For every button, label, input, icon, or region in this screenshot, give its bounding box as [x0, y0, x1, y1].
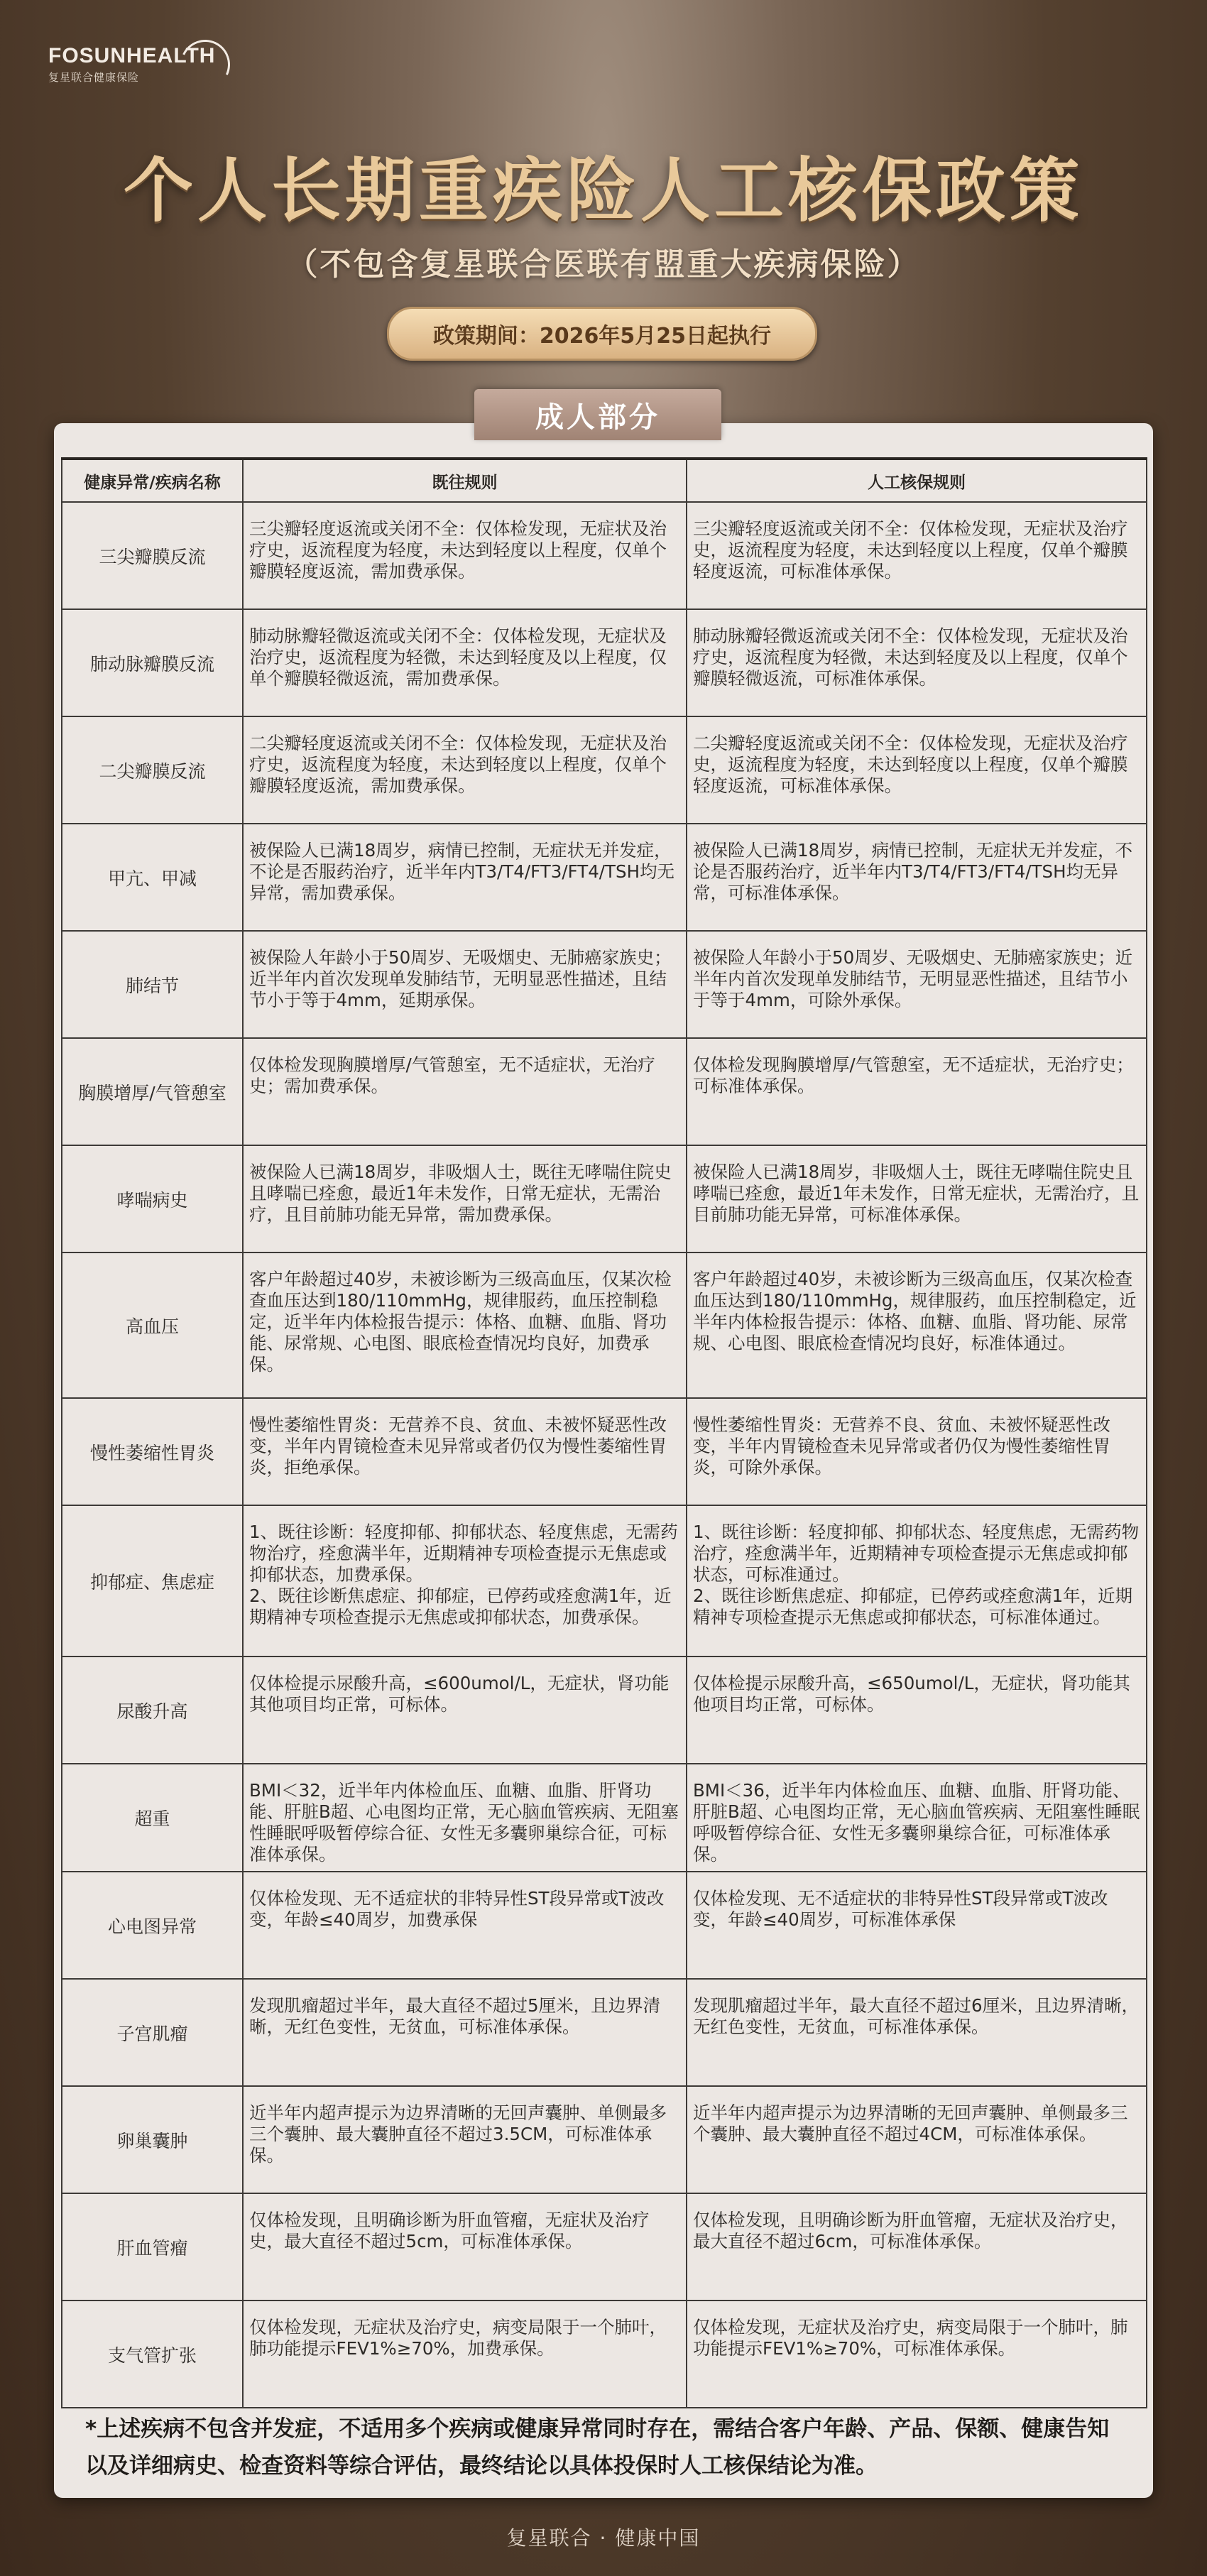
disease-name-cell: 卵巢囊肿 [62, 2086, 243, 2193]
old-rule-cell: 三尖瓣轻度返流或关闭不全：仅体检发现，无症状及治疗史，返流程度为轻度，未达到轻度以上程度，仅单个瓣膜轻度返流，需加费承保。 [243, 502, 687, 609]
new-rule-cell: 1、既往诊断：轻度抑郁、抑郁状态、轻度焦虑，无需药物治疗，痊愈满半年，近期精神专项检查提示无焦虑或抑郁状态，可标准通过。 2、既往诊断焦虑症、抑郁症，已停药或痊愈满1年，近期精神专项检查提示无焦虑或抑郁状态，可标准体通过。 [687, 1505, 1147, 1657]
table-row [62, 2086, 1147, 2193]
disease-name-cell: 二尖瓣膜反流 [62, 716, 243, 824]
old-rule-cell: 仅体检发现，无症状及治疗史，病变局限于一个肺叶，肺功能提示FEV1%≥70%，加费承保。 [243, 2301, 687, 2408]
disease-name-cell: 高血压 [62, 1252, 243, 1398]
new-rule-cell: 被保险人已满18周岁，病情已控制，无症状无并发症，不论是否服药治疗，近半年内T3/T4/FT3/FT4/TSH均无异常，可标准体承保。 [687, 824, 1147, 931]
new-rule-cell: 三尖瓣轻度返流或关闭不全：仅体检发现，无症状及治疗史，返流程度为轻度，未达到轻度以上程度，仅单个瓣膜轻度返流，可标准体承保。 [687, 502, 1147, 609]
section-tab-label: 成人部分 [535, 400, 660, 434]
old-rule-cell: 被保险人已满18周岁，非吸烟人士，既往无哮喘住院史且哮喘已痊愈，最近1年未发作，日常无症状，无需治疗，且目前肺功能无异常，需加费承保。 [243, 1145, 687, 1252]
brand-subname: 复星联合健康保险 [48, 71, 140, 84]
new-rule-cell: 二尖瓣轻度返流或关闭不全：仅体检发现，无症状及治疗史，返流程度为轻度，未达到轻度以上程度，仅单个瓣膜轻度返流，可标准体承保。 [687, 716, 1147, 824]
table-row [62, 1038, 1147, 1145]
old-rule-cell: 慢性萎缩性胃炎：无营养不良、贫血、未被怀疑恶性改变，半年内胃镜检查未见异常或者仍仅为慢性萎缩性胃炎，拒绝承保。 [243, 1398, 687, 1505]
new-rule-cell: BMI＜36，近半年内体检血压、血糖、血脂、肝肾功能、肝脏B超、心电图均正常，无心脑血管疾病、无阻塞性睡眠呼吸暂停综合征、女性无多囊卵巢综合征，可标准体承保。 [687, 1764, 1147, 1872]
table-row [62, 2301, 1147, 2408]
disease-name-cell: 慢性萎缩性胃炎 [62, 1398, 243, 1505]
disease-name-cell: 尿酸升高 [62, 1657, 243, 1764]
header-disease: 健康异常/疾病名称 [62, 459, 243, 502]
table-row [62, 931, 1147, 1038]
new-rule-cell: 慢性萎缩性胃炎：无营养不良、贫血、未被怀疑恶性改变，半年内胃镜检查未见异常或者仍仅为慢性萎缩性胃炎，可除外承保。 [687, 1398, 1147, 1505]
brand-name: FOSUNHEALTH [48, 44, 216, 67]
disease-name-cell: 肝血管瘤 [62, 2193, 243, 2301]
old-rule-cell: 二尖瓣轻度返流或关闭不全：仅体检发现，无症状及治疗史，返流程度为轻度，未达到轻度以上程度，仅单个瓣膜轻度返流，需加费承保。 [243, 716, 687, 824]
disease-name-cell: 三尖瓣膜反流 [62, 502, 243, 609]
disease-name-cell: 抑郁症、焦虑症 [62, 1505, 243, 1657]
policy-table [61, 457, 1147, 2408]
table-row [62, 609, 1147, 716]
new-rule-cell: 仅体检发现，且明确诊断为肝血管瘤，无症状及治疗史，最大直径不超过6cm，可标准体承保。 [687, 2193, 1147, 2301]
disease-name-cell: 子宫肌瘤 [62, 1979, 243, 2086]
new-rule-cell: 近半年内超声提示为边界清晰的无回声囊肿、单侧最多三个囊肿、最大囊肿直径不超过4CM，可标准体承保。 [687, 2086, 1147, 2193]
disease-name-cell: 哮喘病史 [62, 1145, 243, 1252]
footer-slogan: 复星联合 · 健康中国 [506, 2526, 701, 2550]
disclaimer-note: *上述疾病不包含并发症，不适用多个疾病或健康异常同时存在，需结合客户年龄、产品、保额、健康告知以及详细病史、检查资料等综合评估，最终结论以具体投保时人工核保结论为准。 [85, 2416, 1110, 2479]
header-new-rule: 人工核保规则 [687, 459, 1147, 502]
disease-name-cell: 支气管扩张 [62, 2301, 243, 2408]
disease-name-cell: 超重 [62, 1764, 243, 1872]
disease-name-cell: 肺结节 [62, 931, 243, 1038]
table-row [62, 1979, 1147, 2086]
table-row [62, 1252, 1147, 1398]
old-rule-cell: 发现肌瘤超过半年，最大直径不超过5厘米，且边界清晰，无红色变性，无贫血，可标准体承保。 [243, 1979, 687, 2086]
page-title: 个人长期重疾险人工核保政策 [123, 151, 1083, 231]
table-row [62, 1505, 1147, 1657]
table-row [62, 1657, 1147, 1764]
policy-period-text: 政策期间：2026年5月25日起执行 [432, 324, 772, 349]
table-row [62, 1764, 1147, 1872]
new-rule-cell: 仅体检提示尿酸升高，≤650umol/L，无症状，肾功能其他项目均正常，可标体。 [687, 1657, 1147, 1764]
table-row [62, 502, 1147, 609]
table-row [62, 1398, 1147, 1505]
table-row [62, 824, 1147, 931]
old-rule-cell: 仅体检发现，且明确诊断为肝血管瘤，无症状及治疗史，最大直径不超过5cm，可标准体承保。 [243, 2193, 687, 2301]
disease-name-cell: 心电图异常 [62, 1872, 243, 1979]
old-rule-cell: 客户年龄超过40岁，未被诊断为三级高血压，仅某次检查血压达到180/110mmHg，规律服药，血压控制稳定，近半年内体检报告提示：体格、血糖、血脂、肾功能、尿常规、心电图、眼底检查情况均良好，加费承保。 [243, 1252, 687, 1398]
old-rule-cell: 近半年内超声提示为边界清晰的无回声囊肿、单侧最多三个囊肿、最大囊肿直径不超过3.5CM，可标准体承保。 [243, 2086, 687, 2193]
table-row [62, 716, 1147, 824]
new-rule-cell: 发现肌瘤超过半年，最大直径不超过6厘米，且边界清晰，无红色变性，无贫血，可标准体承保。 [687, 1979, 1147, 2086]
new-rule-cell: 仅体检发现胸膜增厚/气管憩室，无不适症状，无治疗史；可标准体承保。 [687, 1038, 1147, 1145]
old-rule-cell: 被保险人已满18周岁，病情已控制，无症状无并发症，不论是否服药治疗，近半年内T3/T4/FT3/FT4/TSH均无异常，需加费承保。 [243, 824, 687, 931]
brand-swoosh-icon [173, 33, 237, 97]
disease-name-cell: 肺动脉瓣膜反流 [62, 609, 243, 716]
new-rule-cell: 被保险人年龄小于50周岁、无吸烟史、无肺癌家族史；近半年内首次发现单发肺结节，无明显恶性描述，且结节小于等于4mm，可除外承保。 [687, 931, 1147, 1038]
new-rule-cell: 客户年龄超过40岁，未被诊断为三级高血压，仅某次检查血压达到180/110mmHg，规律服药，血压控制稳定，近半年内体检报告提示：体格、血糖、血脂、肾功能、尿常规、心电图、眼底检查情况均良好，标准体通过。 [687, 1252, 1147, 1398]
new-rule-cell: 肺动脉瓣轻微返流或关闭不全：仅体检发现，无症状及治疗史，返流程度为轻微，未达到轻度及以上程度，仅单个瓣膜轻微返流，可标准体承保。 [687, 609, 1147, 716]
old-rule-cell: 1、既往诊断：轻度抑郁、抑郁状态、轻度焦虑，无需药物治疗，痊愈满半年，近期精神专项检查提示无焦虑或抑郁状态，加费承保。 2、既往诊断焦虑症、抑郁症，已停药或痊愈满1年，近期精神专项检查提示无焦虑或抑郁状态，加费承保。 [243, 1505, 687, 1657]
disease-name-cell: 甲亢、甲减 [62, 824, 243, 931]
page-subtitle: （不包含复星联合医联有盟重大疾病保险） [286, 246, 921, 283]
new-rule-cell: 被保险人已满18周岁，非吸烟人士，既往无哮喘住院史且哮喘已痊愈，最近1年未发作，日常无症状，无需治疗，且目前肺功能无异常，可标准体承保。 [687, 1145, 1147, 1252]
old-rule-cell: 肺动脉瓣轻微返流或关闭不全：仅体检发现，无症状及治疗史，返流程度为轻微，未达到轻度及以上程度，仅单个瓣膜轻微返流，需加费承保。 [243, 609, 687, 716]
old-rule-cell: 仅体检发现胸膜增厚/气管憩室，无不适症状，无治疗史；需加费承保。 [243, 1038, 687, 1145]
policy-period-badge [387, 307, 817, 361]
header-old-rule: 既往规则 [243, 459, 687, 502]
old-rule-cell: BMI＜32，近半年内体检血压、血糖、血脂、肝肾功能、肝脏B超、心电图均正常，无心脑血管疾病、无阻塞性睡眠呼吸暂停综合征、女性无多囊卵巢综合征，可标准体承保。 [243, 1764, 687, 1872]
table-row [62, 1145, 1147, 1252]
table-row [62, 1872, 1147, 1979]
new-rule-cell: 仅体检发现，无症状及治疗史，病变局限于一个肺叶，肺功能提示FEV1%≥70%，可标准体承保。 [687, 2301, 1147, 2408]
old-rule-cell: 被保险人年龄小于50周岁、无吸烟史、无肺癌家族史；近半年内首次发现单发肺结节，无明显恶性描述，且结节小于等于4mm，延期承保。 [243, 931, 687, 1038]
table-row [62, 2193, 1147, 2301]
brand-logo [48, 44, 215, 84]
section-tab [474, 389, 721, 440]
disease-name-cell: 胸膜增厚/气管憩室 [62, 1038, 243, 1145]
old-rule-cell: 仅体检提示尿酸升高，≤600umol/L，无症状，肾功能其他项目均正常，可标体。 [243, 1657, 687, 1764]
table-header-row [62, 459, 1147, 502]
old-rule-cell: 仅体检发现、无不适症状的非特异性ST段异常或T波改变，年龄≤40周岁，加费承保 [243, 1872, 687, 1979]
new-rule-cell: 仅体检发现、无不适症状的非特异性ST段异常或T波改变，年龄≤40周岁，可标准体承保 [687, 1872, 1147, 1979]
